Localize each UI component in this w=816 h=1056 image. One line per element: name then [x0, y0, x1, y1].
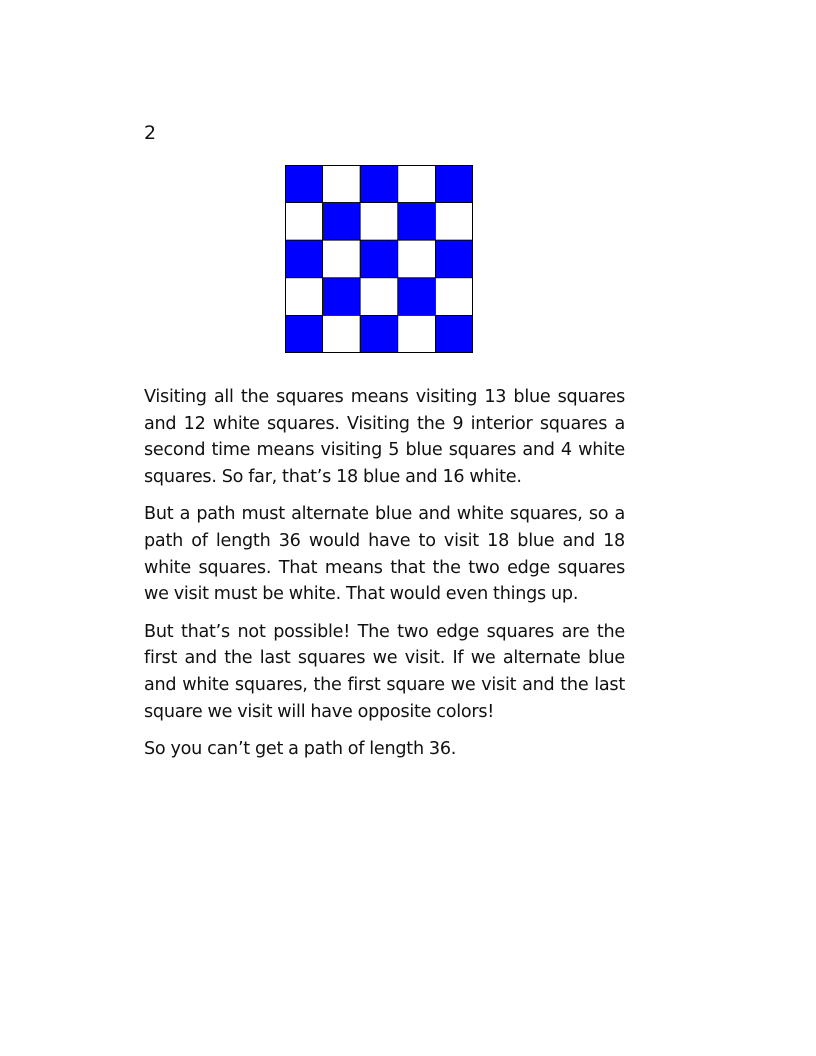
- checkerboard-svg: [285, 165, 473, 353]
- text-body: [144, 384, 625, 774]
- board-square-blue: [360, 240, 398, 278]
- board-square-blue: [398, 203, 436, 241]
- board-square-white: [435, 278, 473, 316]
- board-square-blue: [435, 315, 473, 353]
- board-square-white: [323, 240, 361, 278]
- paragraph-2: But a path must alternate blue and white squares, so a path of length 36 would have to visit 18 blue and 18 white squares. That means that the two edge squares we visit must be white. That would even things up.: [144, 504, 625, 605]
- board-square-blue: [435, 240, 473, 278]
- board-square-blue: [435, 165, 473, 203]
- checkerboard-figure: [285, 165, 473, 353]
- paragraph-1: Visiting all the squares means visiting 13 blue squares and 12 white squares. Visiting the 9 interior squares a second time means visiting 5 blue squares and 4 white squares. So far, that’s 18 blue and 16 white.: [144, 387, 625, 487]
- board-square-blue: [323, 203, 361, 241]
- board-square-blue: [285, 240, 323, 278]
- paragraph-4: So you can’t get a path of length 36.: [144, 739, 457, 760]
- board-square-blue: [360, 165, 398, 203]
- board-square-blue: [398, 278, 436, 316]
- board-square-white: [323, 315, 361, 353]
- board-square-white: [360, 278, 398, 316]
- board-square-blue: [323, 278, 361, 316]
- board-square-white: [398, 315, 436, 353]
- board-square-white: [323, 165, 361, 203]
- board-square-white: [398, 165, 436, 203]
- page-number: 2: [144, 122, 157, 144]
- board-square-blue: [285, 165, 323, 203]
- board-square-white: [360, 203, 398, 241]
- paragraph-3: But that’s not possible! The two edge squares are the first and the last squares we visit. If we alternate blue and white squares, the first square we visit and the last square we visit will have opposite colors!: [144, 621, 625, 722]
- board-square-white: [435, 203, 473, 241]
- board-square-white: [285, 203, 323, 241]
- board-square-white: [398, 240, 436, 278]
- board-square-white: [285, 278, 323, 316]
- board-square-blue: [360, 315, 398, 353]
- board-square-blue: [285, 315, 323, 353]
